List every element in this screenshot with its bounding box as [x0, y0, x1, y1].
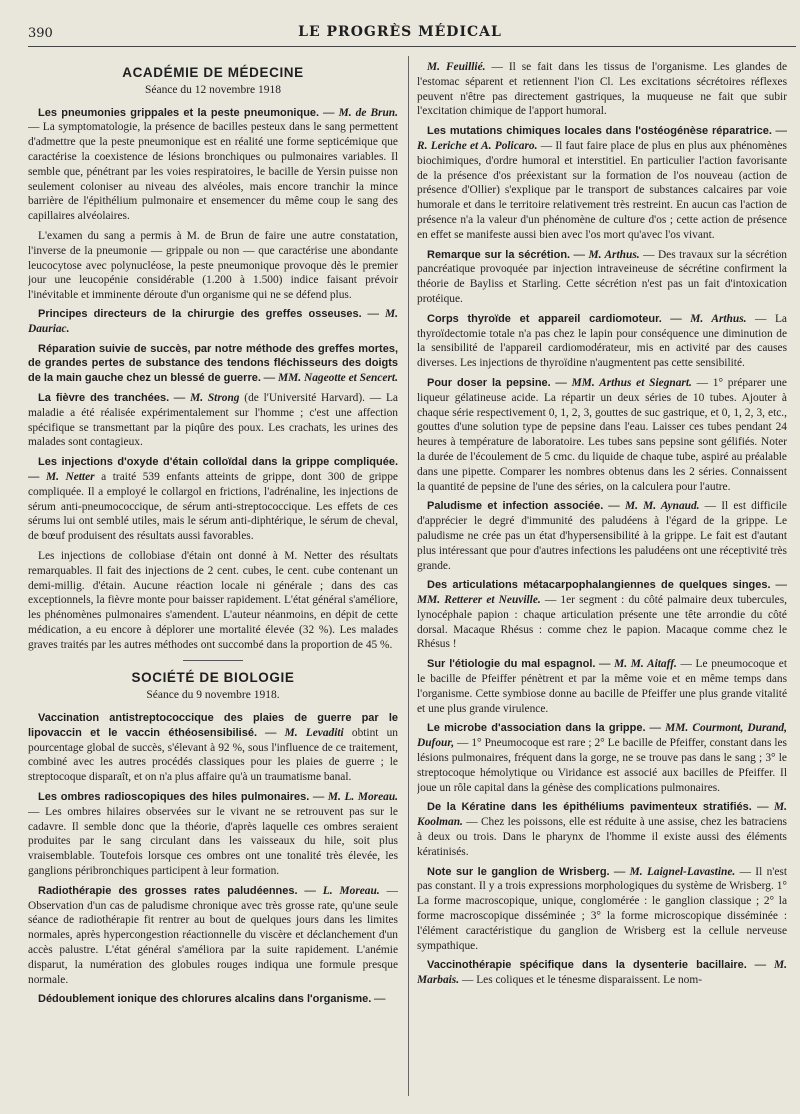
- article-heading: Pour doser la pepsine.: [427, 376, 551, 389]
- article-heading: Radiothérapie des grosses rates paludéennes.: [38, 884, 298, 897]
- page-number: 390: [28, 26, 53, 41]
- article-entry: [28, 455, 398, 544]
- article-heading: Les pneumonies grippales et la peste pneumonique.: [38, 106, 320, 119]
- article-entry: [28, 391, 398, 450]
- article-paragraph: Les injections de collobiase d'étain ont donné à M. Netter des résultats remarquables. Il fait des injections de 2 cent. cubes, le cent. cube contenant un demi-millig. d'étain. Aucune réaction locale ni générale ; dans des cas exceptionnels, la fièvre monte pour baisser rapidement. L'état général s'améliore, les phénomènes pulmonaires s'amendent. L'auteur néanmoins, en dépit de cette médication, a eu encore à déplorer une mortalité élevée (32 %). Les malades graves traités par les autres méthodes ont succombé dans la proportion de 45 %.: [28, 549, 398, 651]
- article-author: — M. Koolman.: [417, 801, 787, 829]
- article-heading: Les injections d'oxyde d'étain colloïdal dans la grippe compliquée.: [38, 456, 398, 469]
- session-date-academie: Séance du 12 novembre 1918: [144, 83, 282, 96]
- article-author: — M. de Brun.: [323, 106, 398, 119]
- article-text: — Chez les poissons, elle est réduite à une assise, chez les batraciens à deux ou trois. Dans le pharynx de l'homme il existe aussi des éléments kératinisés.: [417, 816, 787, 858]
- article-text: — 1er segment : du côté palmaire deux tubercules, lynocéphale papion : chaque articulation présente une tête arrondie du côté dorsal. Macaque Rhésus : comme chez le papion. Macaque comme chez le Rhésus !: [417, 594, 787, 651]
- article-heading: Paludisme et infection associée.: [427, 500, 604, 513]
- article-author: — MM. Courmont, Durand, Dufour,: [417, 722, 787, 750]
- article-author: — L. Moreau.: [304, 884, 380, 897]
- article-author: — M. M. Aitaff.: [599, 658, 677, 671]
- article-heading: Sur l'étiologie du mal espagnol.: [427, 658, 596, 671]
- article-text: a traité 539 enfants atteints de grippe, dont 300 de grippe compliquée. Il a employé le collargol en frictions, l'adrénaline, les injections de sérum anti-pneumococcique, de sérum anti-streptococcique. Les effets de ces sérums lui ont semblé utiles, mais le sérum anti-diphtérique, le sérum de cheval, de bœuf produisent des résultats aussi favorables.: [28, 470, 398, 543]
- article-text: — 1° préparer une liqueur gélatineuse acide. La répartir un deux séries de 10 tubes. Ajouter à chaque série respectivement 0, 1, 2, 3, gouttes de suc gastrique, et 0, 1, 2, 3, etc., gouttes d'une solution type de pepsine dans l'eau. Laisser ces tubes pendant 24 heures à température de laboratoire. Les tubes sans pepsine sont gélifiés. Noter la durée de l'écoulement de 5 cmc. du liquide de chaque tube, aspiré au préalable dans une pipette. Comparer les nombres obtenus dans les 2 séries. Connaissent la quantité de pepsine de l'une des séries, on la calculera pour l'autre.: [417, 376, 787, 493]
- article-text: — La thyroïdectomie totale n'a pas chez le lapin pour conséquence une diminution de la sensibilité de l'appareil cardiomodérateur, mis en activité par des causes diverses. Les injections de thyroïdine n'augmentent pas cette sensibilité.: [417, 312, 787, 370]
- article-text: — Des travaux sur la sécrétion pancréatique provoquée par injection intraveineuse de sécrétine confirment la théorie de Bayliss et Starling. Cette sécrétion n'est pas un fait d'intoxication protéique.: [417, 248, 787, 305]
- article-author: — MM. Arthus et Siegnart.: [555, 376, 692, 389]
- article-heading: Les mutations chimiques locales dans l'ostéogénèse réparatrice.: [427, 125, 772, 138]
- article-heading: Réparation suivie de succès, par notre méthode des greffes mortes, de grandes pertes de substance des tendons fléchisseurs des doigts de la main gauche chez un blessé de guerre.: [28, 342, 398, 385]
- article-entry: [417, 124, 787, 242]
- article-author: — M. Strong: [173, 391, 240, 404]
- article-entry: [28, 884, 398, 988]
- article-entry: [417, 578, 787, 652]
- article-entry: [417, 60, 787, 119]
- section-title-academie: ACADÉMIE DE MÉDECINE: [122, 65, 304, 80]
- article-text: — Il n'est pas constant. Il y a trois expressions morphologiques du système de Wrisberg. 1° La forme macroscopique, unique, conglomérée : le ganglion classique ; 2° la forme macroscopique disséminée ; 3° la forme microscopique disséminée : l'élément caractéristique du ganglion de Wrisberg est la cellule nerveuse sympathique.: [417, 865, 787, 952]
- article-text: obtint un pourcentage global de succès, s'élevant à 92 %, sous l'influence de ce traitement, combiné avec les autres procédés classiques pour les plaies de guerre ; le streptocoque disparaît, et on n'a plus affaire qu'à un traumatisme banal.: [28, 726, 398, 784]
- article-text: — Il est difficile d'apprécier le degré d'immunité des paludéens à l'égard de la grippe. Le paludisme ne crée pas un état d'hypersensibilité à la grippe. Le fait est d'autant plus intéressant que pour d'autres infections les paludéens ont une réceptivité très grande.: [417, 500, 787, 572]
- article-author: — M. Laignel-Lavastine.: [613, 865, 736, 878]
- article-entry: [417, 800, 787, 859]
- article-author: — R. Leriche et A. Policaro.: [417, 125, 787, 152]
- right-column: [417, 60, 787, 1100]
- article-text: — Il faut faire place de plus en plus aux phénomènes biochimiques, d'ordre humoral et interstitiel. En particulier l'action favorisante de la présence d'os préexistant sur la formation de l'os nouveau (action de présence d'Ollier) s'explique par le transport de substances calcaires par voie humorale et dans le territoire relativement très restreint. En aucun cas l'action de présence n'a la valeur d'un phénomène de culture d'os ; cette action de présence en effet se manifeste aussi bien avec l'os mort qu'avec l'os vivant.: [417, 139, 787, 241]
- article-text: — Les ombres hilaires observées sur le vivant ne se retrouvent pas sur le cadavre. Il semble donc que la théorie, d'après laquelle ces ombres seraient produites par le sang circulant dans les vaisseaux du hile, soit plus vraisemblable. Toutefois lorsque ces ombres ont une tonalité très élevée, les ganglions péribronchiques participent à leur formation.: [28, 805, 398, 878]
- article-heading: Vaccinothérapie spécifique dans la dysenterie bacillaire.: [427, 959, 747, 972]
- article-entry: [28, 992, 398, 1007]
- article-heading: De la Kératine dans les épithéliums pavimenteux stratifiés.: [427, 801, 752, 814]
- article-text: — Les coliques et le ténesme disparaissent. Le nom-: [461, 974, 703, 987]
- article-author: — MM. Retterer et Neuville.: [417, 579, 787, 607]
- article-text: — Le pneumocoque et le bacille de Pfeiffer pénètrent et par la même voie et en même temps dans l'organisme. Cette symbiose donne au bacille de Pfeiffer une plus grande vitalité et une plus grande virulence.: [417, 658, 787, 715]
- article-author: —: [374, 993, 386, 1006]
- article-paragraph: L'examen du sang a permis à M. de Brun de faire une autre constatation, l'inverse de la pneumonie — grippale ou non — que caractérise une abondante leucocytose avec polynucléose, la peste pneumonique provoque dès le premier jour une leucopénie considérable (1.200 à 1.500) indice faisant prévoir l'inévitable et imminente déroute d'un organisme qui ne se défend plus.: [28, 229, 398, 302]
- section-title-biologie: SOCIÉTÉ DE BIOLOGIE: [131, 670, 295, 686]
- article-author: — MM. Nageotte et Sencert.: [263, 372, 398, 385]
- article-heading: Les ombres radioscopiques des hiles pulmonaires.: [38, 791, 310, 804]
- article-heading: Corps thyroïde et appareil cardiomoteur.: [427, 312, 662, 325]
- article-entry: [417, 376, 787, 494]
- article-entry: [28, 106, 398, 224]
- article-heading: Note sur le ganglion de Wrisberg.: [427, 865, 610, 878]
- article-author: — M. Levaditi: [265, 726, 344, 739]
- article-entry: [28, 790, 398, 879]
- article-author: — M. M. Aynaud.: [608, 500, 700, 513]
- section-divider: [183, 660, 243, 661]
- article-heading: Dédoublement ionique des chlorures alcalins dans l'organisme.: [38, 993, 372, 1006]
- session-date-biologie: Séance du 9 novembre 1918.: [146, 689, 280, 702]
- article-text: — La symptomatologie, la présence de bacilles pesteux dans le sang permettent d'admettre que la peste pneumonique est en réalité une forme septicémique que caractérise la coexistence de lésions bronchiques ou pulmonaires variables. Il semble que, pénétrant par les voies respiratoires, le bacille de Yersin puisse non seulement coloniser au niveau des alvéoles, mais encore tranchir la mince barrière de l'épithélium pulmonaire et ensemencer du même coup le sang des capillaires alvéolaires.: [28, 121, 398, 223]
- article-heading: Principes directeurs de la chirurgie des greffes osseuses.: [38, 307, 362, 320]
- column-divider: [408, 56, 409, 1096]
- article-entry: [28, 711, 398, 785]
- article-entry: [417, 865, 787, 954]
- article-entry: [28, 342, 398, 386]
- journal-title: LE PROGRÈS MÉDICAL: [298, 24, 502, 40]
- article-entry: [417, 499, 787, 573]
- left-column: [28, 60, 398, 1100]
- article-author: — M. Arthus.: [573, 248, 640, 261]
- article-entry: [28, 307, 398, 337]
- article-heading: Vaccination antistreptococcique des plaies de guerre par le lipovaccin et le vaccin éthéosensibilisé.: [28, 712, 398, 739]
- article-author: — M. L. Moreau.: [312, 791, 398, 804]
- article-author: — M. Arthus.: [670, 312, 747, 325]
- article-text: — Observation d'un cas de paludisme chronique avec très grosse rate, qu'une seule séance de radiothérapie fit rentrer au bout de quelques jours dans les limites normales, après hypercongestion réactionnelle du viscère et déclanchement d'un accès palustre. L'état général s'améliora par la suite rapidement. L'anémie disparut, la numération des globules rouges indiqua une formule presque normale.: [28, 884, 398, 986]
- article-text: — 1° Pneumocoque est rare ; 2° Le bacille de Pfeiffer, constant dans les lésions pulmonaires, fréquent dans la gorge, ne se trouve pas dans le sang ; 3° le streptocoque hémolytique ou Viridance est associé aux bacilles de Pfeiffer. Il joue un rôle capital dans la génèse des complications pulmonaires.: [417, 737, 787, 794]
- article-text: — Il se fait dans les tissus de l'organisme. Les glandes de l'estomac séparent et retiennent l'ion Cl. Les excitations sécrétoires réflexes peuvent n'être pas directement gastriques, la muqueuse ne fait que subir l'excitation chimique de l'apport humoral.: [417, 61, 787, 118]
- article-heading: Remarque sur la sécrétion.: [427, 248, 571, 261]
- article-heading: Des articulations métacarpophalangiennes de quelques singes.: [427, 579, 771, 592]
- header-rule: [28, 46, 796, 47]
- article-author: — M. Dauriac.: [28, 307, 398, 335]
- article-entry: [417, 312, 787, 371]
- article-entry: [417, 248, 787, 307]
- article-heading: Le microbe d'association dans la grippe.: [427, 722, 646, 735]
- article-author: — M. Netter: [28, 470, 95, 483]
- article-author: M. Feuillié.: [427, 61, 486, 73]
- article-entry: [417, 958, 787, 988]
- article-entry: [417, 657, 787, 716]
- article-author: — M. Marbais.: [417, 959, 787, 987]
- article-entry: [417, 721, 787, 795]
- article-text: (de l'Université Harvard). — La maladie a été réalisée expérimentalement sur l'homme ; c'est une affection spécifique se transmettant par la piqûre des poux. Les crachats, les urines des malades sont contagieux.: [28, 391, 398, 449]
- article-heading: La fièvre des tranchées.: [38, 391, 170, 404]
